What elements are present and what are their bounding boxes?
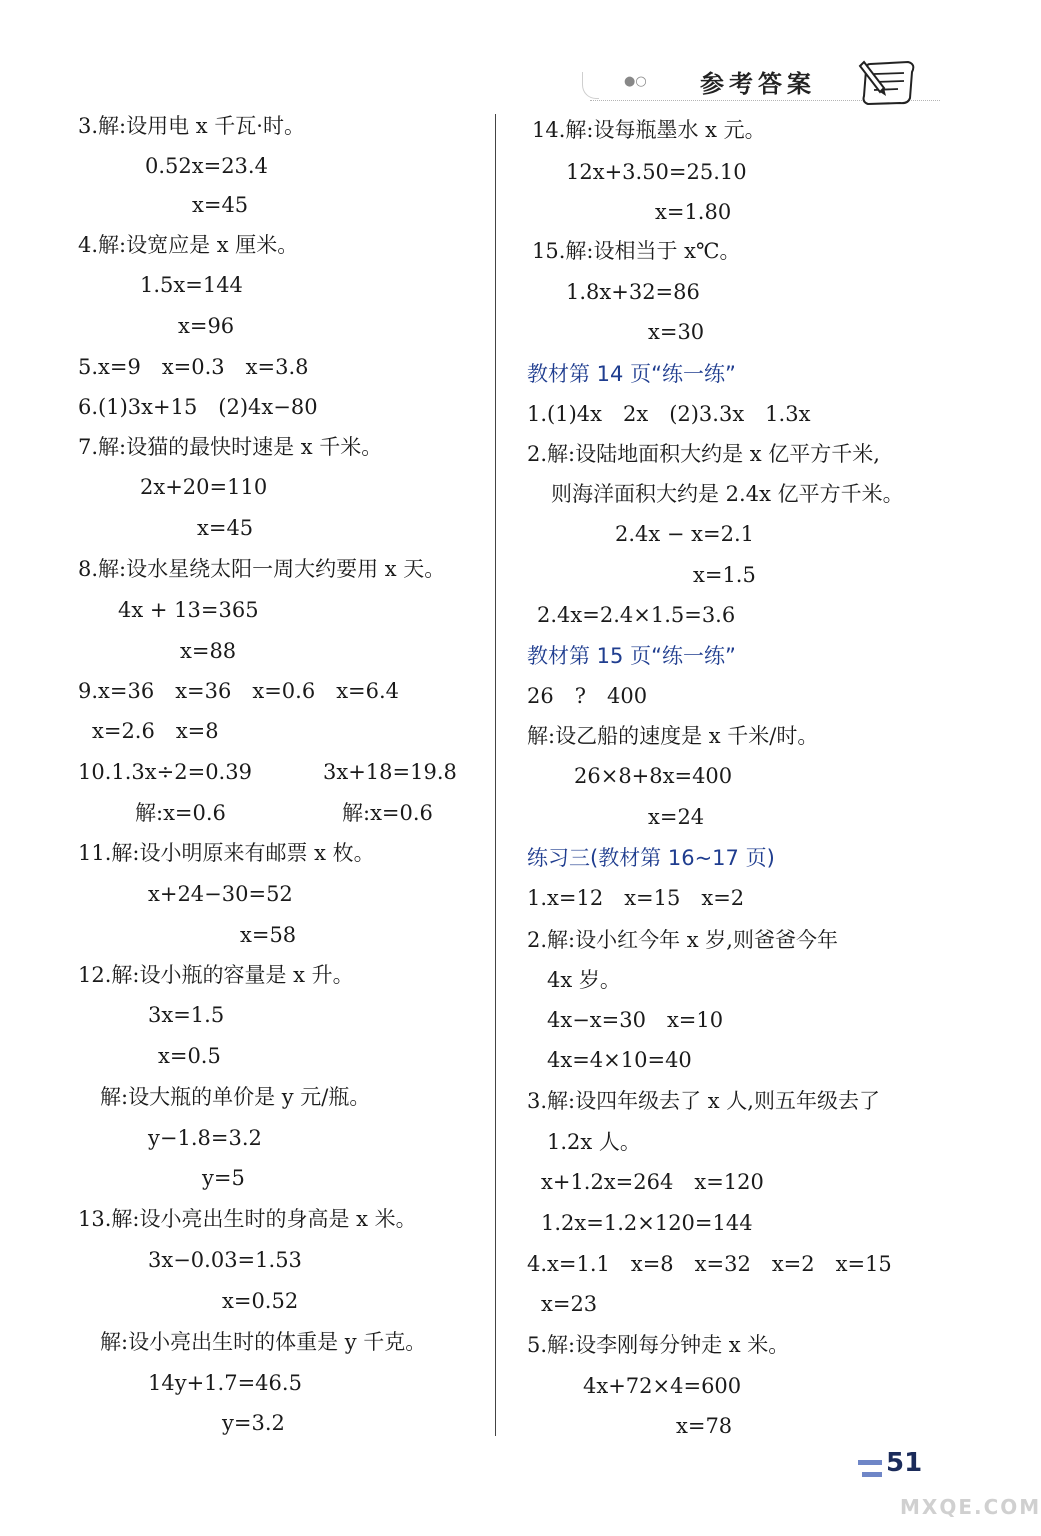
answer-line: 7.解:设猫的最快时速是 x 千米。	[78, 435, 383, 459]
equation-line: x+1.2x=264 x=120	[541, 1170, 764, 1194]
answer-line: 则海洋面积大约是 2.4x 亿平方千米。	[551, 482, 904, 506]
equation-line: 14y+1.7=46.5	[148, 1371, 302, 1395]
section-heading: 练习三(教材第 16~17 页)	[527, 846, 775, 870]
answer-line: 解:x=0.6	[135, 801, 226, 825]
equation-line: x=1.5	[693, 563, 756, 587]
equation-line: 4x+72×4=600	[583, 1374, 742, 1398]
equation-line: x=58	[240, 923, 297, 947]
page-number-decoration	[862, 1472, 882, 1477]
answer-line: 13.解:设小亮出生时的身高是 x 米。	[78, 1207, 417, 1231]
equation-line: y−1.8=3.2	[148, 1126, 262, 1150]
answer-line: 解:设小亮出生时的体重是 y 千克。	[100, 1330, 427, 1354]
answer-line: 2.解:设小红今年 x 岁,则爸爸今年	[527, 928, 838, 952]
answer-line: 解:x=0.6	[342, 801, 433, 825]
equation-line: x=1.80	[655, 200, 732, 224]
answer-line: 1.(1)4x 2x (2)3.3x 1.3x	[527, 402, 811, 426]
answer-line: 26 ? 400	[527, 684, 648, 708]
answer-line: 14.解:设每瓶墨水 x 元。	[532, 118, 766, 142]
page-number: 51	[886, 1448, 923, 1478]
equation-line: 4x + 13=365	[118, 598, 259, 622]
equation-line: x=78	[676, 1414, 733, 1438]
equation-line: x=96	[178, 314, 235, 338]
equation-line: 2.4x=2.4×1.5=3.6	[537, 603, 736, 627]
answer-line: 15.解:设相当于 x℃。	[532, 239, 741, 263]
section-heading: 教材第 14 页“练一练”	[527, 362, 736, 386]
equation-line: 3x−0.03=1.53	[148, 1248, 302, 1272]
answer-line: 解:设大瓶的单价是 y 元/瓶。	[100, 1085, 371, 1109]
answer-line: 10.1.3x÷2=0.39	[78, 760, 252, 784]
equation-line: x=45	[192, 193, 249, 217]
answer-line: x=23	[541, 1292, 598, 1316]
page-number-decoration	[858, 1460, 882, 1465]
equation-line: y=3.2	[222, 1411, 285, 1435]
answer-line: 5.x=9 x=0.3 x=3.8	[78, 355, 309, 379]
equation-line: x=0.52	[222, 1289, 299, 1313]
answer-line: x=2.6 x=8	[92, 719, 219, 743]
equation-line: 26×8+8x=400	[574, 764, 733, 788]
answer-line: 4.解:设宽应是 x 厘米。	[78, 233, 299, 257]
equation-line: 2.4x − x=2.1	[615, 522, 755, 546]
equation-line: x=88	[180, 639, 237, 663]
section-heading: 教材第 15 页“练一练”	[527, 644, 736, 668]
answer-line: 11.解:设小明原来有邮票 x 枚。	[78, 841, 375, 865]
answer-line: 12.解:设小瓶的容量是 x 升。	[78, 963, 354, 987]
equation-line: 3x=1.5	[148, 1003, 225, 1027]
header-decoration-curve	[582, 72, 599, 99]
equation-line: x=0.5	[158, 1044, 221, 1068]
answer-line: 解:设乙船的速度是 x 千米/时。	[527, 724, 819, 748]
equation-line: 1.5x=144	[140, 273, 243, 297]
pencil-paper-icon	[858, 58, 922, 106]
equation-line: 1.8x+32=86	[566, 280, 700, 304]
equation-line: x=30	[648, 320, 705, 344]
answer-line: 8.解:设水星绕太阳一周大约要用 x 天。	[78, 557, 446, 581]
equation-line: y=5	[202, 1166, 245, 1190]
equation-line: 2x+20=110	[140, 475, 268, 499]
answer-line: 3.解:设用电 x 千瓦·时。	[78, 114, 305, 138]
watermark: MXQE.COM	[900, 1495, 1041, 1519]
header-dots: ●○	[624, 74, 647, 89]
equation-line: x+24−30=52	[148, 882, 293, 906]
equation-line: 3x+18=19.8	[323, 760, 457, 784]
answer-line: 4.x=1.1 x=8 x=32 x=2 x=15	[527, 1252, 892, 1276]
equation-line: 0.52x=23.4	[145, 154, 268, 178]
equation-line: x=45	[197, 516, 254, 540]
answer-line: 6.(1)3x+15 (2)4x−80	[78, 395, 318, 419]
header-title: 参考答案	[700, 70, 816, 98]
equation-line: 1.2x=1.2×120=144	[541, 1211, 753, 1235]
equation-line: 4x=4×10=40	[547, 1048, 692, 1072]
answer-line: 9.x=36 x=36 x=0.6 x=6.4	[78, 679, 400, 703]
answer-line: 2.解:设陆地面积大约是 x 亿平方千米,	[527, 442, 880, 466]
answer-line: 4x 岁。	[547, 968, 621, 992]
equation-line: 12x+3.50=25.10	[566, 160, 747, 184]
column-divider	[495, 114, 496, 1436]
answer-line: 1.x=12 x=15 x=2	[527, 886, 745, 910]
answer-line: 3.解:设四年级去了 x 人,则五年级去了	[527, 1089, 880, 1113]
answer-line: 1.2x 人。	[547, 1130, 641, 1154]
equation-line: x=24	[648, 805, 705, 829]
answer-line: 5.解:设李刚每分钟走 x 米。	[527, 1333, 790, 1357]
equation-line: 4x−x=30 x=10	[547, 1008, 724, 1032]
